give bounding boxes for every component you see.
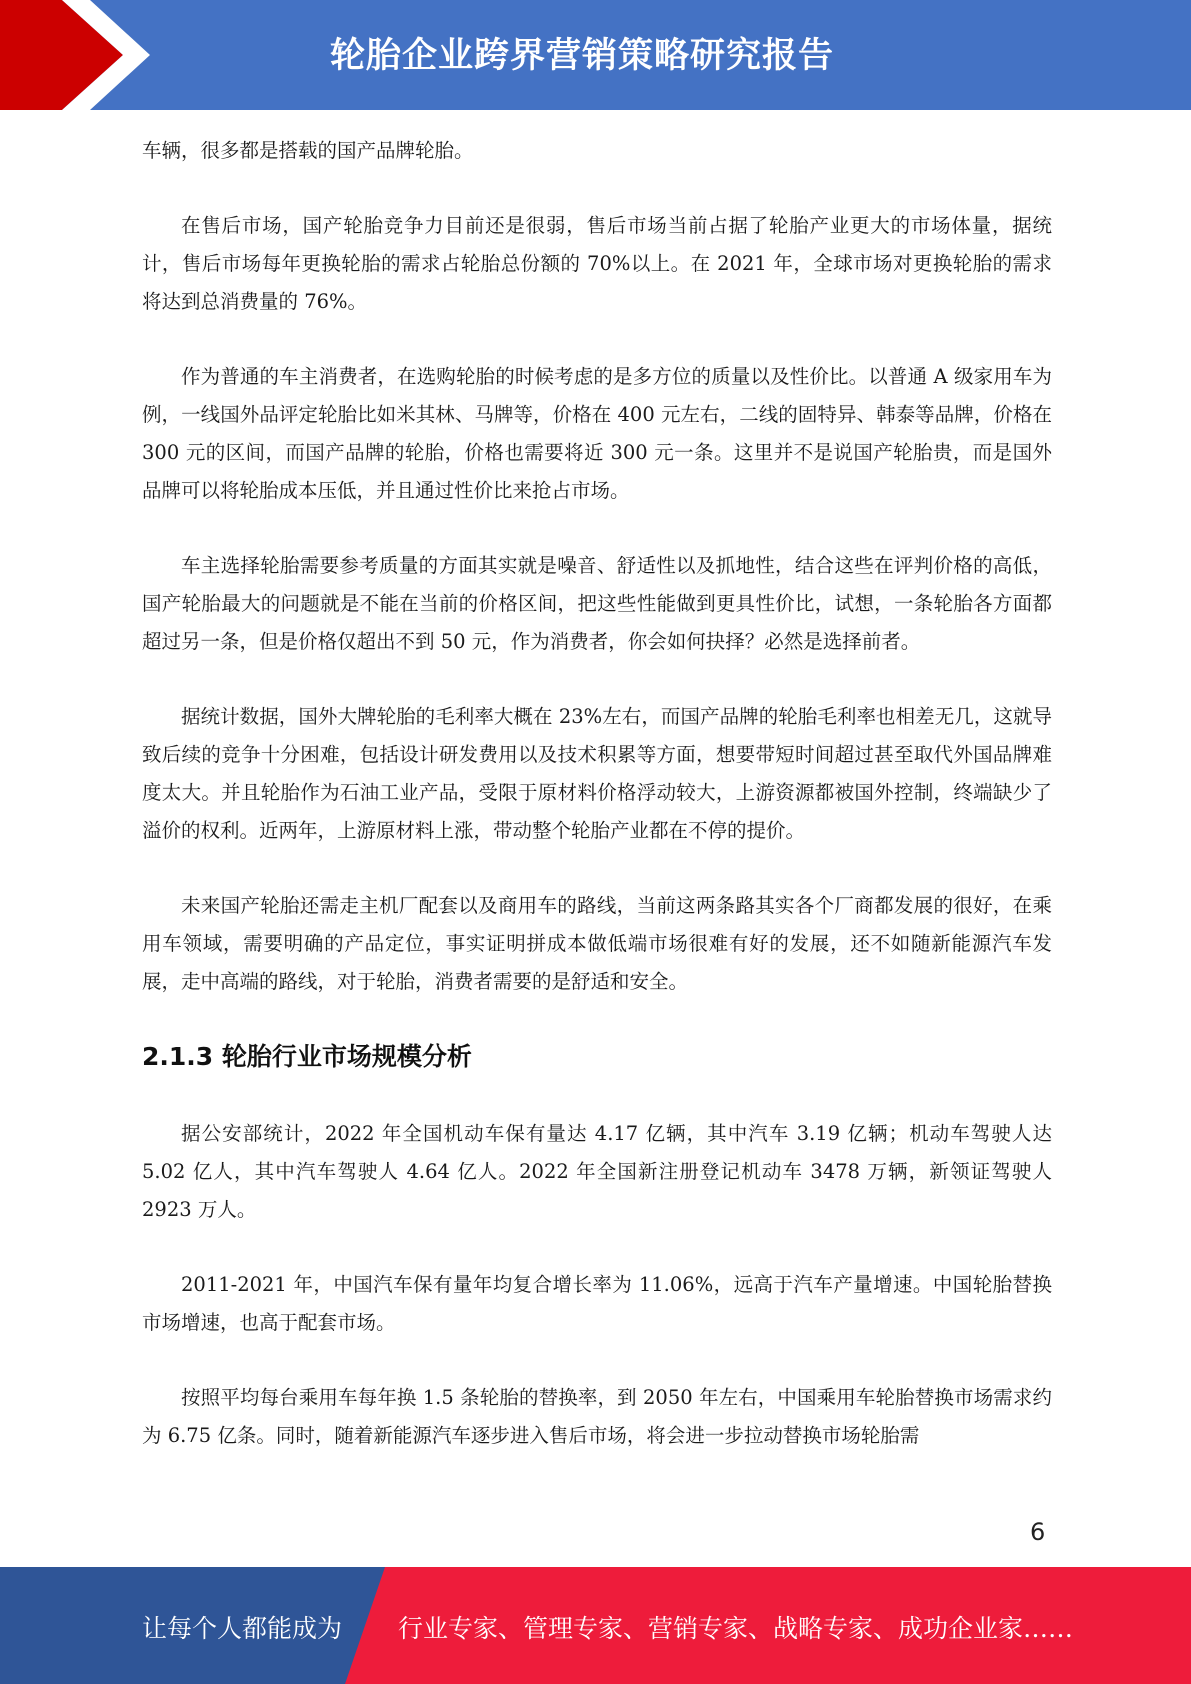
- footer-slogan-right: 行业专家、管理专家、营销专家、战略专家、成功企业家……: [398, 1614, 1074, 1643]
- paragraph: 未来国产轮胎还需走主机厂配套以及商用车的路线，当前这两条路其实各个厂商都发展的很好，在乘用车领域，需要明确的产品定位，事实证明拼成本做低端市场很难有好的发展，还不如随新能源汽车发展，走中高端的路线，对于轮胎，消费者需要的是舒适和安全。: [142, 894, 1052, 993]
- paragraph: 车主选择轮胎需要参考质量的方面其实就是噪音、舒适性以及抓地性，结合这些在评判价格的高低，国产轮胎最大的问题就是不能在当前的价格区间，把这些性能做到更具性价比，试想，一条轮胎各方面都超过另一条，但是价格仅超出不到 50 元，作为消费者，你会如何抉择？必然是选择前者。: [142, 554, 1052, 653]
- paragraph: 在售后市场，国产轮胎竞争力目前还是很弱，售后市场当前占据了轮胎产业更大的市场体量，据统计，售后市场每年更换轮胎的需求占轮胎总份额的 70%以上。在 2021 年，全球市场对更换轮胎的需求将达到总消费量的 76%。: [142, 214, 1052, 313]
- paragraph: 2011-2021 年，中国汽车保有量年均复合增长率为 11.06%，远高于汽车产量增速。中国轮胎替换市场增速，也高于配套市场。: [142, 1273, 1052, 1334]
- page-header: [0, 0, 1191, 110]
- paragraph: 按照平均每台乘用车每年换 1.5 条轮胎的替换率，到 2050 年左右，中国乘用车轮胎替换市场需求约为 6.75 亿条。同时，随着新能源汽车逐步进入售后市场，将会进一步拉动替换市场轮胎需: [142, 1386, 1052, 1447]
- page-footer: [0, 1567, 1191, 1684]
- paragraph: 据公安部统计，2022 年全国机动车保有量达 4.17 亿辆，其中汽车 3.19 亿辆；机动车驾驶人达 5.02 亿人，其中汽车驾驶人 4.64 亿人。2022 年全国新注册登记机动车 3478 万辆，新领证驾驶人 2923 万人。: [142, 1122, 1052, 1221]
- section-heading: 2.1.3 轮胎行业市场规模分析: [142, 1042, 472, 1071]
- paragraph: 车辆，很多都是搭载的国产品牌轮胎。: [142, 139, 474, 162]
- report-title: 轮胎企业跨界营销策略研究报告: [330, 36, 835, 76]
- footer-slogan-left: 让每个人都能成为: [142, 1614, 343, 1643]
- paragraph: 作为普通的车主消费者，在选购轮胎的时候考虑的是多方位的质量以及性价比。以普通 A 级家用车为例，一线国外品评定轮胎比如米其林、马牌等，价格在 400 元左右，二线的固特异、韩泰等品牌，价格在 300 元的区间，而国产品牌的轮胎，价格也需要将近 300 元一条。这里并不是说国产轮胎贵，而是国外品牌可以将轮胎成本压低，并且通过性价比来抢占市场。: [142, 365, 1052, 502]
- paragraph: 据统计数据，国外大牌轮胎的毛利率大概在 23%左右，而国产品牌的轮胎毛利率也相差无几，这就导致后续的竞争十分困难，包括设计研发费用以及技术积累等方面，想要带短时间超过甚至取代外国品牌难度太大。并且轮胎作为石油工业产品，受限于原材料价格浮动较大，上游资源都被国外控制，终端缺少了溢价的权利。近两年，上游原材料上涨，带动整个轮胎产业都在不停的提价。: [142, 705, 1052, 842]
- page-number: 6: [1030, 1518, 1046, 1546]
- page-body: [142, 132, 1052, 1455]
